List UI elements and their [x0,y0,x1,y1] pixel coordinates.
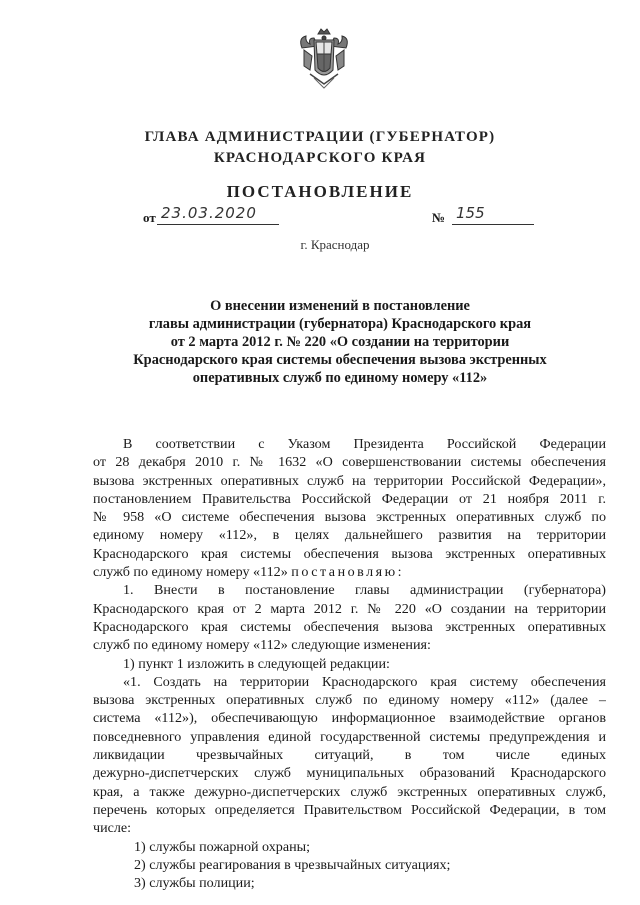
body-line: Краснодарского края системы обеспечения вызова экстренных оперативных [93,545,606,562]
org-name-line1: ГЛАВА АДМИНИСТРАЦИИ (ГУБЕРНАТОР) [144,129,496,145]
body-line: система «112»), обеспечивающую информационное взаимодействие органов [93,710,606,727]
body-line: единому номеру «112», в целях дальнейшего развития на территории [93,527,606,544]
title-line: главы администрации (губернатора) Краснодарского края [148,316,532,332]
body-line: края, а также дежурно-диспетчерских служб экстренных оперативных служб, [93,783,606,800]
date-value: 23.03.2020 [157,204,279,225]
body-line: повседневного управления единой государственной системы предупреждения и [93,728,606,745]
body-line: № 958 «О системе обеспечения вызова экстренных оперативных служб по [93,509,606,526]
document-title [110,297,570,387]
title-line: О внесении изменений в постановление [210,298,470,314]
list-item: 2) службы реагирования в чрезвычайных ситуациях; [134,856,451,873]
body-line-text: служб по единому номеру «112» [93,564,288,581]
body-line: вызова экстренных оперативных служб по единому номеру «112» (далее – [93,692,606,709]
body-line: перечень которых определяется Правительством Российской Федерации, в том [93,801,606,818]
number-value: 155 [452,204,534,225]
body-line: 1. Внести в постановление главы администрации (губернатора) [123,582,606,599]
city-name: г. Краснодар [300,237,370,252]
list-item: 1) службы пожарной охраны; [134,838,311,855]
body-line [93,563,606,581]
date-label: от [143,210,156,225]
body-line: Краснодарского края системы обеспечения вызова экстренных оперативных [93,618,606,635]
title-line: Краснодарского края системы обеспечения вызова экстренных [133,352,547,368]
title-line: оперативных служб по единому номеру «112» [192,370,488,386]
org-name-line2: КРАСНОДАРСКОГО КРАЯ [213,150,427,166]
body-line: В соответствии с Указом Президента Российской Федерации [123,436,606,452]
body-line: дежурно-диспетчерских служб муниципальных образований Краснодарского [93,765,606,782]
resolution-word: постановляю: [291,564,405,581]
body-line: вызова экстренных оперативных служб на территории Российской Федерации», [93,472,606,489]
body-line: числе: [93,820,132,837]
body-line: 1) пункт 1 изложить в следующей редакции: [123,655,390,672]
body-line: от 28 декабря 2010 г. № 1632 «О совершенствовании системы обеспечения [93,454,606,471]
document-type: ПОСТАНОВЛЕНИЕ [226,182,414,201]
list-item: 3) службы полиции; [134,875,255,892]
body-line: «1. Создать на территории Краснодарского края систему обеспечения [123,673,606,690]
body-line: ликвидации чрезвычайных ситуаций, в том числе единых [93,747,606,764]
body-line: постановлением Правительства Российской Федерации от 21 ноября 2011 г. [93,490,606,507]
title-line: от 2 марта 2012 г. № 220 «О создании на территории [170,334,510,350]
document-body [93,435,606,892]
coat-of-arms-emblem [296,26,352,94]
body-line: служб по единому номеру «112» следующие изменения: [93,637,431,654]
number-label: № [432,210,446,225]
body-line: Краснодарского края от 2 марта 2012 г. № 220 «О создании на территории [93,600,606,617]
